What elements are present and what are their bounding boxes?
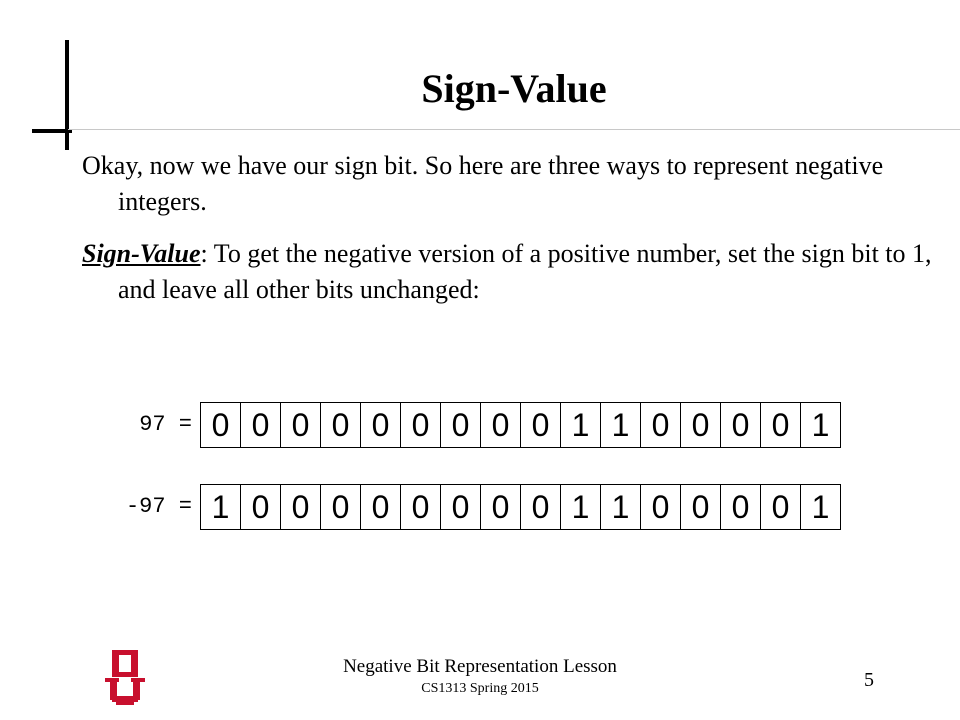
term-sign-value: Sign-Value — [82, 239, 201, 268]
footer-lesson-title: Negative Bit Representation Lesson — [343, 656, 617, 677]
bit-cell: 0 — [521, 485, 561, 529]
title-rule — [68, 129, 960, 130]
bit-cell: 1 — [561, 403, 601, 447]
bit-cell: 0 — [681, 403, 721, 447]
bit-cell: 1 — [601, 403, 641, 447]
bit-cell: 0 — [641, 485, 681, 529]
bit-cell: 0 — [201, 403, 241, 447]
bit-cell: 0 — [361, 403, 401, 447]
bit-cell: 0 — [321, 485, 361, 529]
corner-horizontal-line — [32, 129, 72, 133]
row-label-negative: -97 = — [125, 494, 192, 519]
bit-cell: 0 — [441, 485, 481, 529]
bit-cell: 1 — [201, 485, 241, 529]
bit-cell: 1 — [811, 407, 830, 443]
bit-cell: 0 — [401, 485, 441, 529]
bit-cell: 0 — [281, 485, 321, 529]
slide-title: Sign-Value — [421, 66, 607, 111]
row-label-positive: 97 = — [139, 412, 192, 437]
paragraph-sign-value-text: : To get the negative version of a positive number, set the sign bit to 1, and leave all other bits unchanged: — [118, 239, 932, 304]
bit-cell: 0 — [241, 403, 281, 447]
bit-cell: 0 — [321, 403, 361, 447]
bit-cell: 0 — [481, 485, 521, 529]
bit-cell: 0 — [641, 403, 681, 447]
bit-cell: 1 — [561, 485, 601, 529]
bit-cell: 0 — [761, 403, 801, 447]
bit-cell: 0 — [401, 403, 441, 447]
bit-boxes-positive — [200, 402, 841, 448]
ou-logo-icon — [103, 650, 147, 705]
bit-cell: 0 — [721, 485, 761, 529]
bit-cell: 0 — [761, 485, 801, 529]
bit-cell: 0 — [441, 403, 481, 447]
bit-cell: 0 — [681, 485, 721, 529]
paragraph-sign-value — [82, 236, 938, 308]
bit-cell: 0 — [241, 485, 281, 529]
footer-course: CS1313 Spring 2015 — [421, 681, 539, 696]
bit-cell: 1 — [811, 489, 830, 525]
paragraph-intro: Okay, now we have our sign bit. So here are three ways to represent negative integers. — [82, 151, 884, 216]
bit-cell: 0 — [721, 403, 761, 447]
bit-boxes-negative — [200, 484, 841, 530]
page-number: 5 — [864, 669, 874, 691]
bit-cell: 0 — [521, 403, 561, 447]
bit-cell: 0 — [481, 403, 521, 447]
bit-cell: 1 — [601, 485, 641, 529]
bit-cell: 0 — [361, 485, 401, 529]
bit-cell: 0 — [281, 403, 321, 447]
